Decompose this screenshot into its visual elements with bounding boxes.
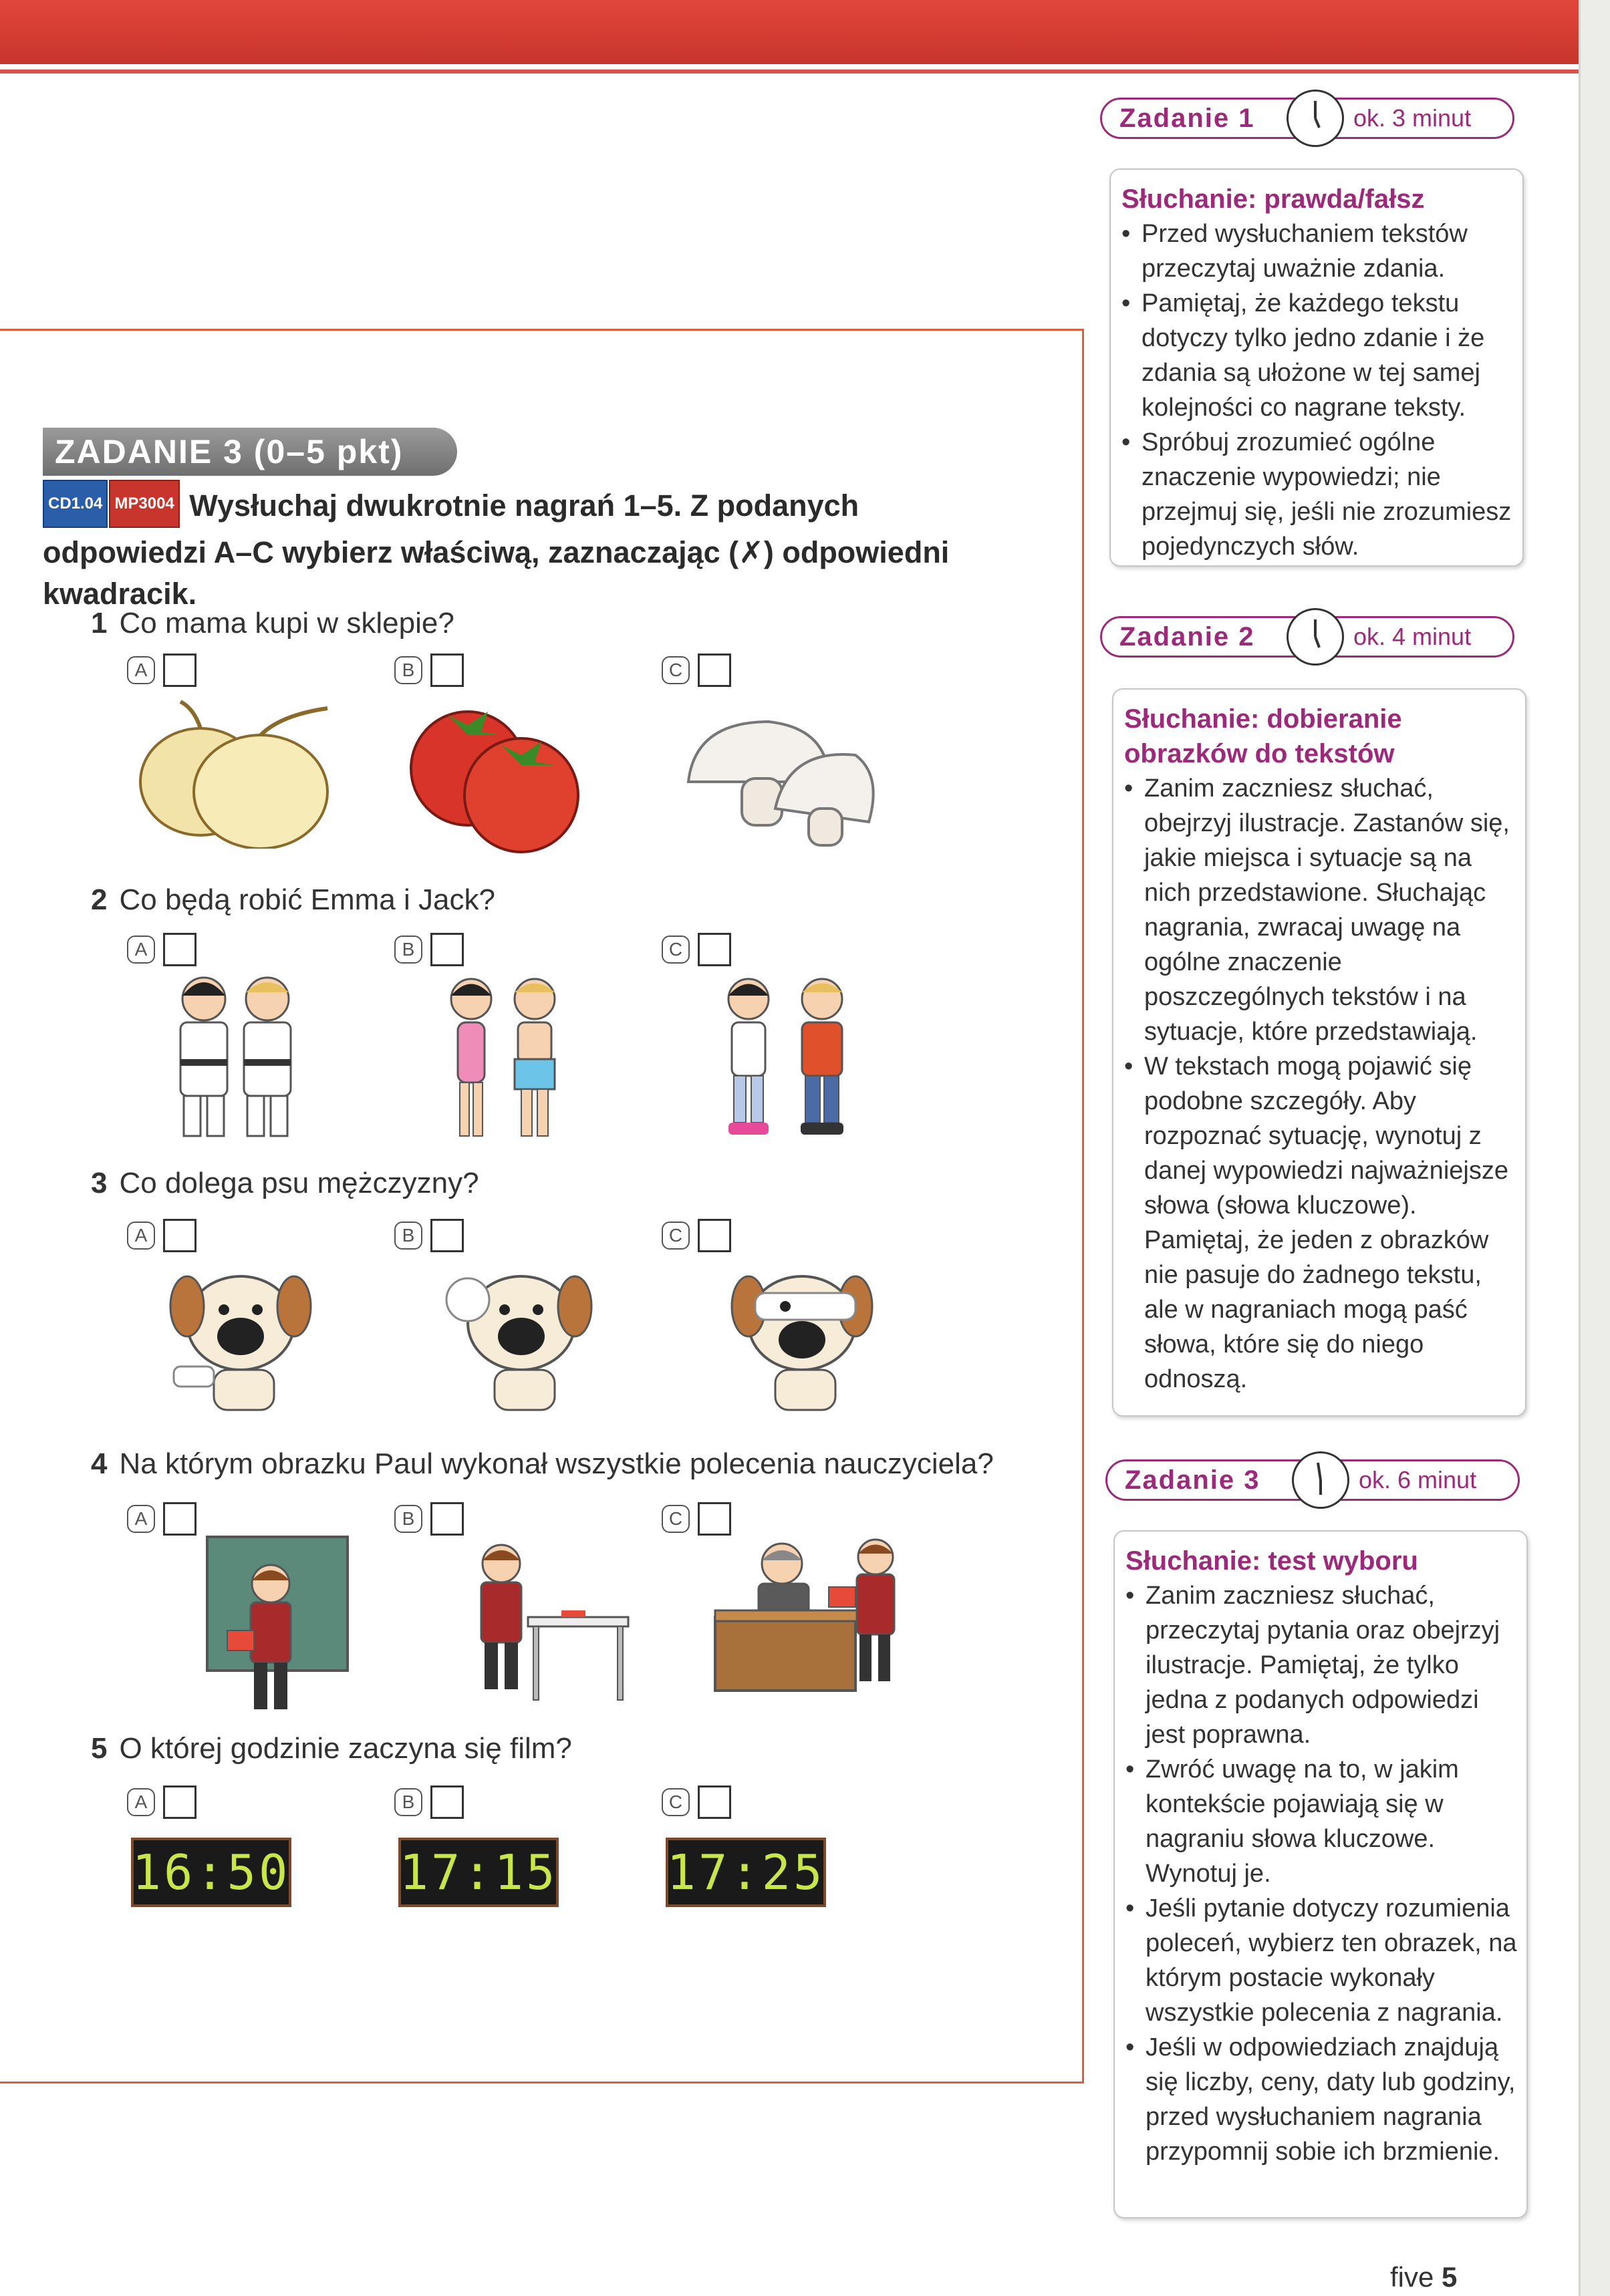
task-header: ZADANIE 3 (0–5 pkt) bbox=[43, 428, 457, 476]
checkbox[interactable] bbox=[430, 1785, 464, 1819]
q4-option-c[interactable]: C bbox=[662, 1502, 731, 1536]
tip-item: • Spróbuj zrozumieć ogólne znaczenie wypowiedzi; nie przejmuj się, jeśli nie zrozumiesz pojedynczych słów. bbox=[1121, 425, 1514, 564]
boy-at-table-icon bbox=[461, 1530, 635, 1717]
dog-bandaged-paw-icon bbox=[160, 1260, 321, 1420]
question-4: 4 Na którym obrazku Paul wykonał wszystkie polecenia nauczyciela? bbox=[91, 1447, 994, 1480]
tip-title: Słuchanie: test wyboru bbox=[1125, 1546, 1418, 1576]
q1-option-c[interactable]: C bbox=[662, 654, 731, 687]
zadanie-3-tips bbox=[1113, 1530, 1528, 2218]
checkbox[interactable] bbox=[430, 654, 464, 687]
checkbox[interactable] bbox=[430, 933, 464, 966]
cd-track-tag: CD1.04 bbox=[43, 480, 108, 528]
page-edge bbox=[1579, 0, 1610, 2296]
q1-option-a[interactable]: A bbox=[127, 654, 196, 687]
instruction bbox=[43, 484, 1019, 615]
q2-option-b[interactable]: B bbox=[394, 933, 464, 966]
boy-at-teacher-desk-icon bbox=[708, 1524, 909, 1704]
swimmers-icon bbox=[428, 969, 581, 1149]
checkbox[interactable] bbox=[163, 933, 196, 966]
mp3-track-tag: MP3004 bbox=[109, 480, 179, 528]
instruction-text: Wysłuchaj dwukrotnie nagrań 1–5. Z podanych odpowiedzi A–C wybierz właściwą, zaznaczając (✗) odpowiedni kwadracik. bbox=[43, 488, 950, 611]
checkbox[interactable] bbox=[430, 1502, 464, 1536]
checkbox[interactable] bbox=[430, 1219, 464, 1252]
digital-clock-a: 16:50 bbox=[131, 1838, 291, 1907]
tip-item: • Zwróć uwagę na to, w jakim kontekście pojawiają się w nagraniu słowa kluczowe. Wynotuj je. bbox=[1125, 1752, 1518, 1891]
zadanie-1-pill: Zadanie 1 ok. 3 minut bbox=[1100, 98, 1514, 139]
zadanie-2-tips bbox=[1112, 688, 1526, 1417]
top-banner bbox=[0, 0, 1610, 64]
checkbox[interactable] bbox=[698, 933, 731, 966]
tip-item: • Pamiętaj, że każdego tekstu dotyczy tylko jedno zdanie i że zdania są ułożone w tej samej kolejności co nagrane teksty. bbox=[1121, 286, 1514, 425]
q1-option-b[interactable]: B bbox=[394, 654, 464, 687]
page-number: five 5 bbox=[1390, 2261, 1458, 2293]
clock-icon bbox=[1287, 608, 1344, 666]
checkbox[interactable] bbox=[163, 654, 196, 687]
onions-icon bbox=[127, 695, 341, 849]
question-3: 3 Co dolega psu mężczyzny? bbox=[91, 1167, 479, 1199]
checkbox[interactable] bbox=[163, 1219, 196, 1252]
clock-icon bbox=[1287, 90, 1344, 147]
tip-title: Słuchanie: dobieranie obrazków do tekstów bbox=[1124, 704, 1402, 768]
karate-kids-icon bbox=[160, 969, 314, 1149]
question-5: 5 O której godzinie zaczyna się film? bbox=[91, 1732, 572, 1765]
tip-item: • Jeśli w odpowiedziach znajdują się liczby, ceny, daty lub godziny, przed wysłuchaniem nagrania przypomnij sobie ich brzmienie. bbox=[1125, 2030, 1518, 2169]
q3-option-b[interactable]: B bbox=[394, 1219, 464, 1252]
mushrooms-icon bbox=[675, 708, 882, 849]
q3-option-c[interactable]: C bbox=[662, 1219, 731, 1252]
q4-option-b[interactable]: B bbox=[394, 1502, 464, 1536]
tomatoes-icon bbox=[401, 695, 588, 855]
checkbox[interactable] bbox=[698, 1219, 731, 1252]
tip-item: • Zanim zaczniesz słuchać, obejrzyj ilustracje. Zastanów się, jakie miejsca i sytuacje są na nich przedstawione. Słuchając nagrania, zwracaj uwagę na ogólne znaczenie poszczególnych tekstów i na sytuacje, które przedstawiają. bbox=[1124, 771, 1517, 1049]
zadanie-3-pill: Zadanie 3 ok. 6 minut bbox=[1105, 1459, 1520, 1501]
checkbox[interactable] bbox=[698, 1785, 731, 1819]
tip-item: • Zanim zaczniesz słuchać, przeczytaj pytania oraz obejrzyj ilustracje. Pamiętaj, że tylko jedna z podanych odpowiedzi jest poprawna. bbox=[1125, 1578, 1518, 1752]
q3-option-a[interactable]: A bbox=[127, 1219, 196, 1252]
tip-title: Słuchanie: prawda/fałsz bbox=[1121, 184, 1425, 214]
tip-item: • W tekstach mogą pojawić się podobne szczegóły. Aby rozpoznać sytuację, wynotuj z danej wypowiedzi najważniejsze słowa (słowa kluczowe). Pamiętaj, że jeden z obrazków nie pasuje do żadnego tekstu, ale w nagraniach mogą paść słowa, które się do niego odnoszą. bbox=[1124, 1049, 1517, 1397]
q2-option-c[interactable]: C bbox=[662, 933, 731, 966]
tip-item: • Przed wysłuchaniem tekstów przeczytaj uważnie zdania. bbox=[1121, 217, 1514, 286]
top-banner-line bbox=[0, 69, 1610, 74]
q5-option-c[interactable]: C bbox=[662, 1785, 731, 1819]
zadanie-1-tips bbox=[1109, 168, 1524, 567]
tip-item: • Jeśli pytanie dotyczy rozumienia poleceń, wybierz ten obrazek, na którym postacie wykonały wszystkie polecenia z nagrania. bbox=[1125, 1891, 1518, 2030]
checkbox[interactable] bbox=[163, 1785, 196, 1819]
clock-icon bbox=[1292, 1451, 1349, 1509]
checkbox[interactable] bbox=[163, 1502, 196, 1536]
digital-clock-b: 17:15 bbox=[398, 1838, 559, 1907]
dog-bandaged-ear-icon bbox=[441, 1260, 601, 1420]
rollerskaters-icon bbox=[708, 969, 869, 1149]
boy-at-blackboard-icon bbox=[200, 1524, 361, 1717]
digital-clock-c: 17:25 bbox=[666, 1838, 826, 1907]
checkbox[interactable] bbox=[698, 654, 731, 687]
question-2: 2 Co będą robić Emma i Jack? bbox=[91, 883, 495, 916]
q5-option-a[interactable]: A bbox=[127, 1785, 196, 1819]
q2-option-a[interactable]: A bbox=[127, 933, 196, 966]
q5-option-b[interactable]: B bbox=[394, 1785, 464, 1819]
question-1: 1 Co mama kupi w sklepie? bbox=[91, 607, 454, 639]
zadanie-2-pill: Zadanie 2 ok. 4 minut bbox=[1100, 616, 1514, 658]
dog-bandaged-eye-icon bbox=[722, 1260, 882, 1420]
q4-option-a[interactable]: A bbox=[127, 1502, 196, 1536]
